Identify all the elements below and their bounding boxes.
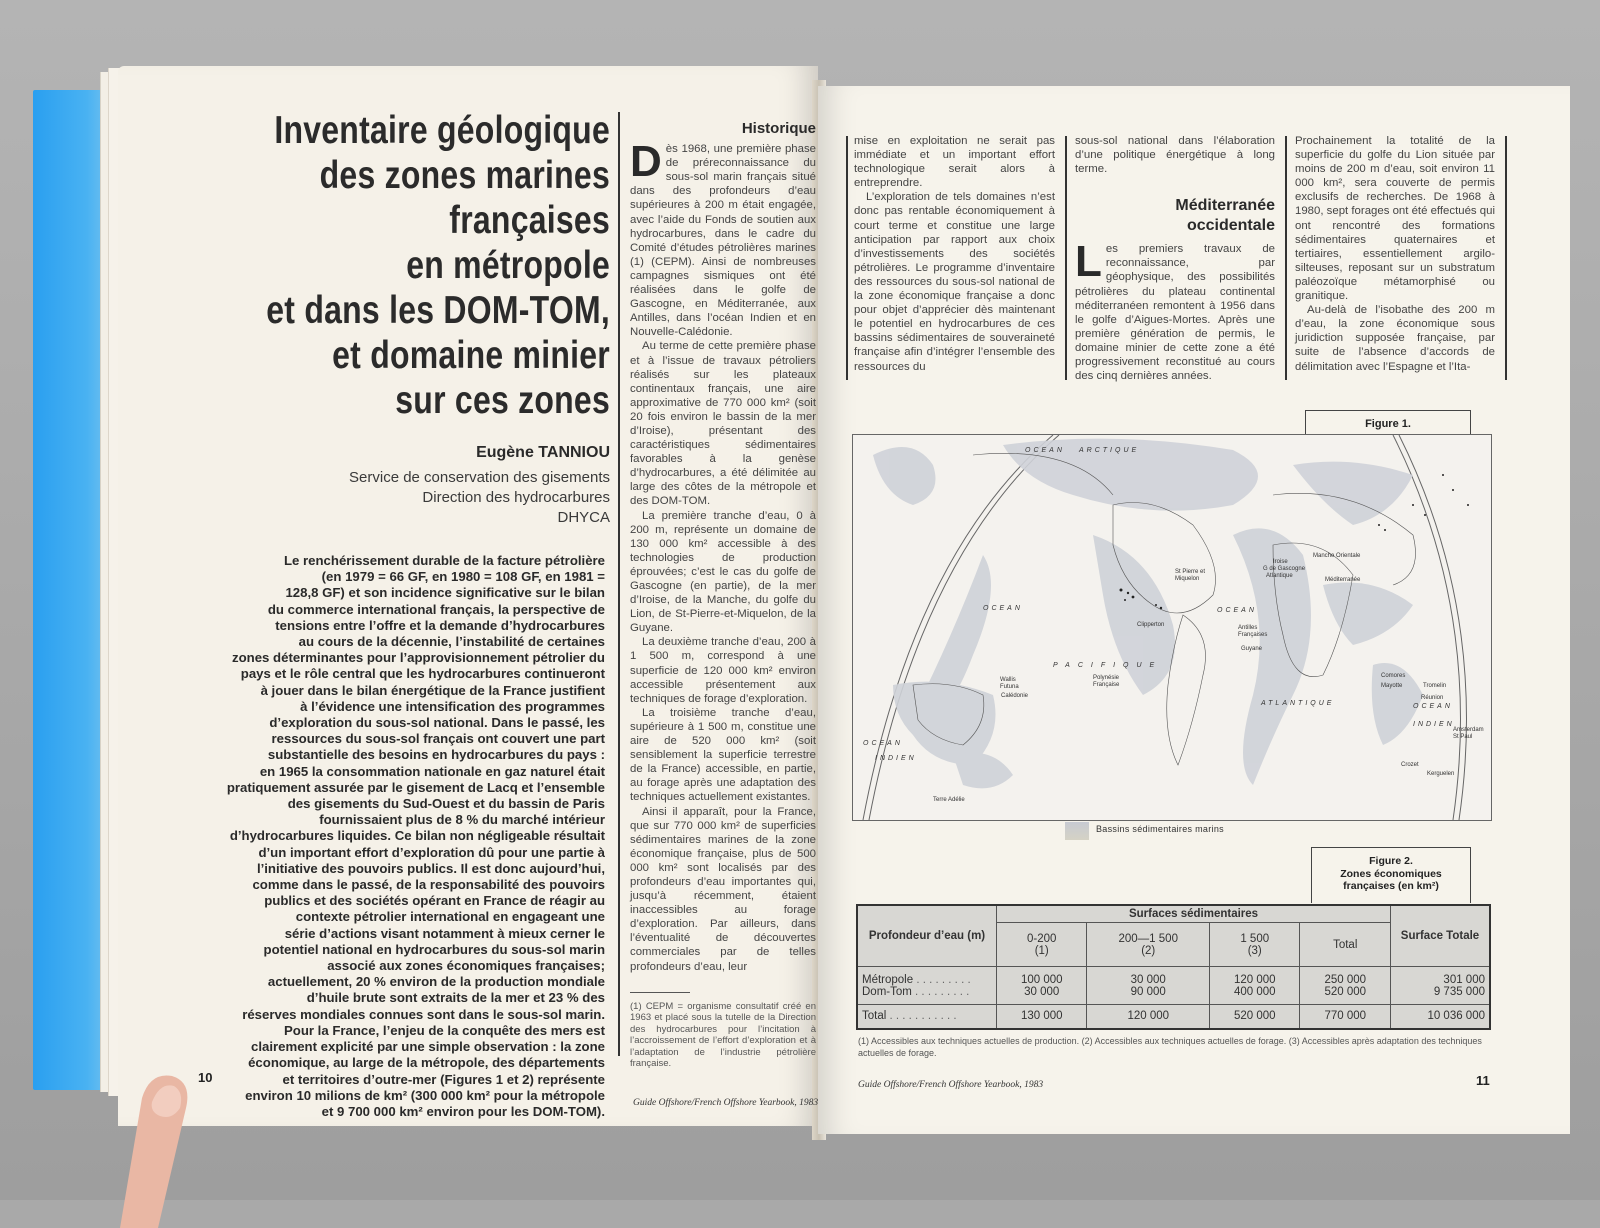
place-label: Kerguelen (1427, 771, 1455, 777)
abstract-line: contexte pétrolier international en engageant une (295, 909, 605, 925)
abstract-line: Le renchérissement durable de la facture pétrolière (283, 553, 605, 568)
abstract-line: d’hydrocarbures liquides. Ce bilan non négligeable résultait (229, 828, 605, 844)
abstract-line: économique, au large de la métropole, des départements (248, 1055, 605, 1071)
table-cell: 120 000 (1087, 1005, 1210, 1029)
place-label: Wallis Futuna (1000, 677, 1019, 690)
abstract-line: substantielle des besoins en hydrocarbures du pays : (267, 747, 605, 763)
table-note: (1) Accessibles aux techniques actuelles de production. (2) Accessibles aux techniques actuelles de forage. (3) Accessibles après adaptation des techniques actuelles de forage. (858, 1036, 1482, 1058)
place-label: Mayotte (1381, 683, 1403, 689)
abstract-line: série d’actions visant notamment à mieux cerner le (284, 925, 605, 941)
footnote: (1) CEPM = organisme consultatif créé en 1963 et placé sous la tutelle de la Direction des hydrocarbures pour l’incitation à l’accroissement de l’effort d’exploration et à l’adaptation de l’industrie pétrolière française. (630, 1000, 816, 1070)
finger (80, 1068, 195, 1228)
range-header (1300, 923, 1391, 967)
place-label: Calédonie (1001, 693, 1029, 699)
map-label: INDIEN (875, 755, 917, 762)
abstract-line: pratiquement assurée par le gisement de Lacq et l’ensemble (226, 779, 605, 795)
abstract-line: Pour la France, l’enjeu de la conquête des mers est (283, 1022, 605, 1038)
figure-1-label: Figure 1. (1305, 410, 1471, 437)
place-label: Amsterdam St Paul (1453, 727, 1484, 740)
figure-label-line: Figure 2. (1369, 855, 1413, 867)
legend-swatch (1065, 822, 1089, 840)
paragraph-text: es premiers travaux de reconnaissance, par géophysique, des possibilités pétrolières du plateau continental méditerranéen remontent à 1956 dans le golfe d’Aigues-Mortes. Après une première génération de permis, le domaine minier de cette zone a été progressivement reconstitué au cours des cinq dernières années. (1075, 243, 1275, 383)
place-label: Comores (1381, 673, 1406, 679)
heading-line: occidentale (1186, 217, 1275, 235)
title-line: des zones marines (319, 154, 610, 197)
figure-label-line: Zones économiques (1340, 867, 1442, 880)
table-cell: 520 000 (1209, 1005, 1299, 1029)
place-label: St Pierre et Miquelon (1175, 569, 1206, 582)
abstract-line: à jouer dans le bilan énergétique de la France justifient (260, 682, 605, 698)
map-label: INDIEN (1413, 721, 1455, 728)
place-label: Polynésie Française (1093, 675, 1120, 688)
cell-value: 400 000 (1233, 985, 1276, 998)
heading-line: Méditerranée (1175, 197, 1275, 215)
row-label: Total (862, 1010, 887, 1023)
abstract (188, 553, 605, 1120)
range-value: 0-200 (1027, 932, 1057, 945)
row-labels: Métropole . . . . . . . . . Dom-Tom . . . . . . . . . (857, 967, 997, 1005)
column-rule (618, 112, 620, 1056)
range-header (997, 923, 1087, 967)
abstract-line: comme dans le passé, de la responsabilité des pouvoirs (252, 877, 605, 893)
column-rule (846, 136, 848, 380)
column-rule (1505, 136, 1507, 380)
place-label: Atlantique (1266, 573, 1293, 579)
place-label: Guyane (1241, 646, 1263, 652)
abstract-line: clairement explicité par une simple observation : la zone (251, 1039, 605, 1055)
paragraph: Au terme de cette première phase et à l’issue de travaux pétroliers réalisés sur les plateaux continentaux français, une aire approximative de 770 000 km² (soit 20 fois environ le bassin de la mer d’Iroise), présentant des caractéristiques sédimentaires favorables à la genèse d’hydrocarbures, a été délimitée au large des côtes de la métropole et des DOM-TOM. (630, 340, 816, 508)
abstract-line: réserves mondiales connues sont dans le sous-sol marin. (242, 1006, 605, 1022)
table-row (857, 967, 1490, 1005)
running-footer: Guide Offshore/French Offshore Yearbook, 1983 (633, 1098, 819, 1108)
page-number: 11 (1476, 1073, 1490, 1088)
running-footer: Guide Offshore/French Offshore Yearbook, 1983 (858, 1080, 1044, 1090)
abstract-line: à l’évidence une intensification des programmes (300, 698, 605, 714)
range-header (1209, 923, 1299, 967)
cell-value: 30 000 (1024, 985, 1060, 998)
abstract-line: actuellement, 20 % environ de la production mondiale (267, 974, 605, 990)
place-label: Méditerranée (1325, 577, 1361, 583)
drop-cap: L (1075, 237, 1102, 287)
table-cell (997, 967, 1087, 1005)
place-label: G de Gascogne (1263, 566, 1306, 572)
author-affiliation (349, 468, 610, 528)
author-name: Eugène TANNIOU (476, 444, 610, 461)
paragraph: L’exploration de tels domaines n’est donc pas rentable économiquement à court terme et constitue une large anticipation par rapport aux choix d’investissements des sociétés pétrolières. Le programme d’inventaire des ressources du sous-sol national de la zone économique française a donc pour objet d’apprécier dès maintenant le potentiel en hydrocarbures de ces bassins sédimentaires de souveraineté française afin d’intégrer l’ensemble des ressources du (854, 191, 1055, 373)
article-title (266, 108, 610, 423)
paragraph: Au-delà de l’isobathe des 200 m d’eau, la zone économique sous juridiction supposée française, par suite de l’absence d’accords de délimitation avec l’Espagne et l’Ita- (1295, 304, 1495, 373)
title-line: et dans les DOM-TOM, (266, 289, 610, 332)
cell-value: 90 000 (1130, 985, 1166, 998)
abstract-line: d’exploration du sous-sol national. Dans le passé, les (269, 715, 605, 731)
paragraph: La deuxième tranche d’eau, 200 à 1 500 m, correspond à une superficie de 120 000 km² environ accessible présentement aux techniques de forage d’exploration. (630, 636, 816, 705)
abstract-line: l’initiative des pouvoirs publics. Il est donc aujourd’hui, (256, 860, 605, 876)
footnote-rule (630, 992, 690, 993)
sedimentary-header: Surfaces sédimentaires (997, 905, 1391, 923)
range-note: (3) (1247, 944, 1262, 957)
affiliation-line: Service de conservation des gisements (349, 469, 610, 486)
abstract-line: du commerce international français, la perspective de (267, 601, 605, 617)
abstract-line: pays et le rôle central que les hydrocarbures continueront (240, 666, 605, 682)
section-heading (1075, 196, 1275, 236)
cell-value: 9 735 000 (1433, 985, 1485, 998)
abstract-line: environ 10 milions de km² (300 000 km² pour la métropole (245, 1087, 605, 1103)
map-label: ATLANTIQUE (1261, 700, 1335, 707)
right-column-2 (1075, 134, 1275, 383)
abstract-line: ressources du sous-sol français ont couvert une part (271, 731, 605, 747)
table-cell (1087, 967, 1210, 1005)
table-cell (1391, 967, 1491, 1005)
abstract-line: tensions entre l’offre et la demande d’hydrocarbures (275, 617, 605, 633)
table-cell (1300, 967, 1391, 1005)
map-label: OCEAN (1217, 607, 1257, 614)
paragraph: sous-sol national dans l’élaboration d’une politique énergétique à long terme. (1075, 135, 1275, 176)
place-label: Iroise (1273, 559, 1288, 565)
map-label: OCEAN (863, 740, 903, 747)
map-label: OCEAN (1413, 703, 1453, 710)
title-line: et domaine minier (332, 334, 610, 377)
figure-label-line: françaises (en km²) (1343, 880, 1439, 892)
cell-value: 520 000 (1324, 985, 1367, 998)
page-number: 10 (198, 1070, 213, 1085)
place-label: Antilles Françaises (1238, 625, 1268, 638)
abstract-line: d’huile brute sont extraits de la mer et 23 % des (306, 990, 605, 1006)
cell-value: 120 000 (1233, 973, 1276, 986)
drop-cap: D (630, 137, 662, 187)
range-value: Total (1333, 938, 1358, 951)
abstract-line: et territoires d’outre-mer (Figures 1 et 2) représente (282, 1071, 605, 1087)
abstract-line: et 9 700 000 km² environ pour les DOM-TOM). (321, 1103, 605, 1119)
right-column-3 (1295, 134, 1495, 374)
world-map (852, 434, 1492, 821)
historique-column (630, 122, 816, 1070)
place-label: Clipperton (1137, 622, 1165, 628)
abstract-line: 128,8 GF) et son incidence significative sur le bilan (285, 585, 605, 601)
abstract-line: zones déterminantes pour l’approvisionnement pétrolier du (232, 650, 605, 666)
map-label: OCEAN (1025, 447, 1065, 454)
column-rule (1065, 136, 1067, 380)
paragraph: mise en exploitation ne serait pas immédiate et un important effort technologique serait alors à entreprendre. (854, 135, 1055, 190)
range-header (1087, 923, 1210, 967)
table-cell: 130 000 (997, 1005, 1087, 1029)
paragraph (630, 137, 816, 339)
map-label: ARCTIQUE (1079, 447, 1140, 454)
paragraph: Prochainement la totalité de la superficie du golfe du Lion située par moins de 200 m d’eau, soit environ 11 000 km², sera couverte de permis exclusifs de recherches. De 1968 à 1980, sept forages ont été effectués qui ont rencontré des formations sédimentaires quaternaires et tertiaires, essentiellement argilo-silteuses, reposant sur un substratum paléozoïque métamorphisé ou granitique. (1295, 135, 1495, 303)
title-line: françaises (449, 199, 610, 242)
table-cell (1209, 967, 1299, 1005)
place-label: Réunion (1421, 695, 1444, 701)
range-value: 200—1 500 (1118, 932, 1178, 945)
paragraph-text: ès 1968, une première phase de préreconnaissance du sous-sol marin français situé dans des profondeurs d’eau supérieures à 200 m était engagée, avec l’aide du Fonds de soutien aux hydrocarbures, dans le cadre du Comité d’études pétrolières marines (1) (CEPM). Ainsi de nombreuses campagnes sismiques ont été réalisées dans le golfe de Gascogne, en Méditerranée, aux Antilles, dans l’océan Indien et en Nouvelle-Calédonie. (630, 143, 816, 339)
row-label: Métropole (862, 973, 914, 986)
abstract-line: publics et des sociétés opérant en France de réagir au (264, 893, 605, 909)
cell-value: 30 000 (1130, 973, 1166, 986)
cell-value: 301 000 (1443, 973, 1485, 986)
abstract-line: au cours de la décennie, l’instabilité de certaines (298, 634, 605, 650)
place-label: Manche Orientale (1313, 553, 1361, 559)
title-line: en métropole (406, 244, 610, 287)
map-drawing (853, 435, 1491, 820)
place-label: Crozet (1401, 762, 1419, 768)
range-value: 1 500 (1240, 932, 1270, 945)
column-rule (1285, 136, 1287, 380)
abstract-line: en 1965 la consommation nationale en gaz naturel était (259, 763, 605, 779)
abstract-line: potentiel national en hydrocarbures du sous-sol marin (263, 941, 605, 957)
cell-value: 250 000 (1324, 973, 1367, 986)
abstract-line: (en 1979 = 66 GF, en 1980 = 108 GF, en 1981 = (321, 569, 605, 585)
abstract-line: des gisements du Sud-Ouest et du bassin de Paris (287, 796, 605, 812)
title-line: Inventaire géologique (274, 109, 610, 152)
paragraph: Ainsi il apparaît, pour la France, que sur 770 000 km² de superficies sédimentaires marines de la zone économique française, plus de 500 000 km² sont localisés par des profondeurs d’eau importantes qui, jusqu’à récemment, étaient inaccessibles au forage d’exploration. Par ailleurs, dans l’éventualité de découvertes commerciales par de telles profondeurs d’eau, leur (630, 805, 816, 973)
paragraph: La troisième tranche d’eau, supérieure à 1 500 m, constitue une aire de 520 000 km² (soit sensiblement la superficie terrestre de la France) accessible, en partie, au forage après une adaptation des techniques actuellement existantes. (630, 706, 816, 804)
abstract-line: d’un important effort d’exploration dû pour une partie à (258, 844, 605, 860)
row-labels: Total . . . . . . . . . . . (857, 1005, 997, 1029)
total-surface-header: Surface Totale (1391, 905, 1491, 967)
right-column-1 (854, 134, 1055, 374)
table-cell: 770 000 (1300, 1005, 1391, 1029)
row-label: Dom-Tom (862, 985, 912, 998)
section-heading: Historique (741, 120, 816, 137)
range-note: (1) (1034, 944, 1049, 957)
place-label: Terre Adélie (933, 797, 965, 803)
range-note: (2) (1141, 944, 1156, 957)
map-label: PACIFIQUE (1053, 662, 1163, 669)
affiliation-line: DHYCA (557, 509, 610, 526)
paragraph: La première tranche d’eau, 0 à 200 m, représente un domaine de 130 000 km² accessible à des technologies de production éprouvées; c’est le cas du golfe de Gascogne (en partie), de la mer d’Iroise, de la Manche, du golfe du Lion, de St-Pierre-et-Miquelon, de la Guyane. (630, 509, 816, 635)
map-label: OCEAN (983, 605, 1023, 612)
place-label: Tromelin (1423, 683, 1447, 689)
abstract-line: associé aux zones économiques françaises; (327, 958, 605, 974)
cell-value: 100 000 (1020, 973, 1063, 986)
economic-zones-table (856, 904, 1491, 1030)
affiliation-line: Direction des hydrocarbures (422, 489, 610, 506)
title-line: sur ces zones (395, 379, 610, 422)
abstract-line: fournissaient plus de 8 % du marché intérieur (319, 812, 605, 828)
figure-2-label (1311, 847, 1471, 903)
depth-header: Profondeur d’eau (m) (857, 905, 997, 967)
paragraph (1075, 237, 1275, 383)
table-total-row (857, 1005, 1490, 1029)
table-cell: 10 036 000 (1391, 1005, 1491, 1029)
legend-label: Bassins sédimentaires marins (1096, 824, 1224, 834)
